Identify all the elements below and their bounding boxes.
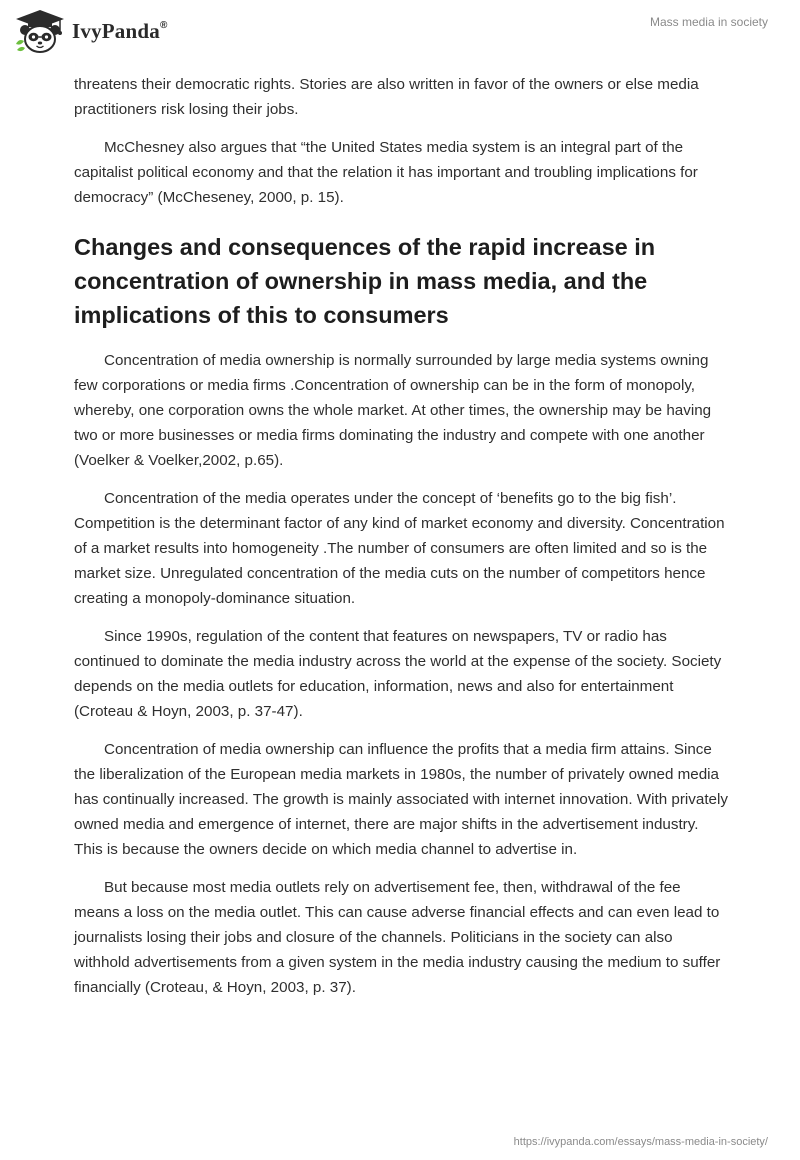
page-header <box>0 0 800 64</box>
essay-content <box>74 72 728 1013</box>
source-url-link[interactable]: https://ivypanda.com/essays/mass-media-in-society/ <box>513 1136 768 1148</box>
paragraph: Concentration of media ownership can influence the profits that a media firm attains. Since the liberalization of the European media markets in 1980s, the number of privately owned media has continually increased. The growth is mainly associated with internet innovation. With privately owned media and emergence of internet, there are major shifts in the advertisement industry. This is because the owners decide on which media channel to advertise in. <box>74 741 728 858</box>
ivypanda-logo[interactable] <box>14 8 168 54</box>
registered-mark: ® <box>159 19 168 31</box>
paragraph-continued: threatens their democratic rights. Stories are also written in favor of the owners or else media practitioners risk losing their jobs. <box>74 76 699 118</box>
paragraph: But because most media outlets rely on advertisement fee, then, withdrawal of the fee means a loss on the media outlet. This can cause adverse financial effects and can even lead to journalists losing their jobs and closure of the channels. Politicians in the society can also withhold advertisements from a given system in the media industry causing the medium to suffer financially (Croteau, & Hoyn, 2003, p. 37). <box>74 879 721 996</box>
paragraph: Since 1990s, regulation of the content that features on newspapers, TV or radio has continued to dominate the media industry across the world at the expense of the society. Society depends on the media outlets for education, information, news and also for entertainment (Croteau & Hoyn, 2003, p. 37-47). <box>74 628 722 720</box>
panda-graduate-icon <box>14 8 66 54</box>
paragraph: McChesney also argues that “the United States media system is an integral part of the capitalist political economy and that the relation it has important and troubling implications for democracy” (McCheseney, 2000, p. 15). <box>74 139 698 206</box>
brand-name: IvyPanda® <box>72 18 168 43</box>
paragraph: Concentration of the media operates under the concept of ‘benefits go to the big fish’. Competition is the determinant factor of any kind of market economy and diversity. Concentration of a market results into homogeneity .The number of consumers are often limited and so is the market size. Unregulated concentration of the media cuts on the number of competitors hence creating a monopoly-dominance situation. <box>74 490 725 607</box>
paragraph: Concentration of media ownership is normally surrounded by large media systems owning few corporations or media firms .Concentration of ownership can be in the form of monopoly, whereby, one corporation owns the whole market. At other times, the ownership may be having two or more businesses or media firms dominating the industry and compete with one another (Voelker & Voelker,2002, p.65). <box>74 352 712 469</box>
section-heading: Changes and consequences of the rapid increase in concentration of ownership in mass media, and the implications of this to consumers <box>74 234 656 328</box>
document-title: Mass media in society <box>649 15 768 29</box>
